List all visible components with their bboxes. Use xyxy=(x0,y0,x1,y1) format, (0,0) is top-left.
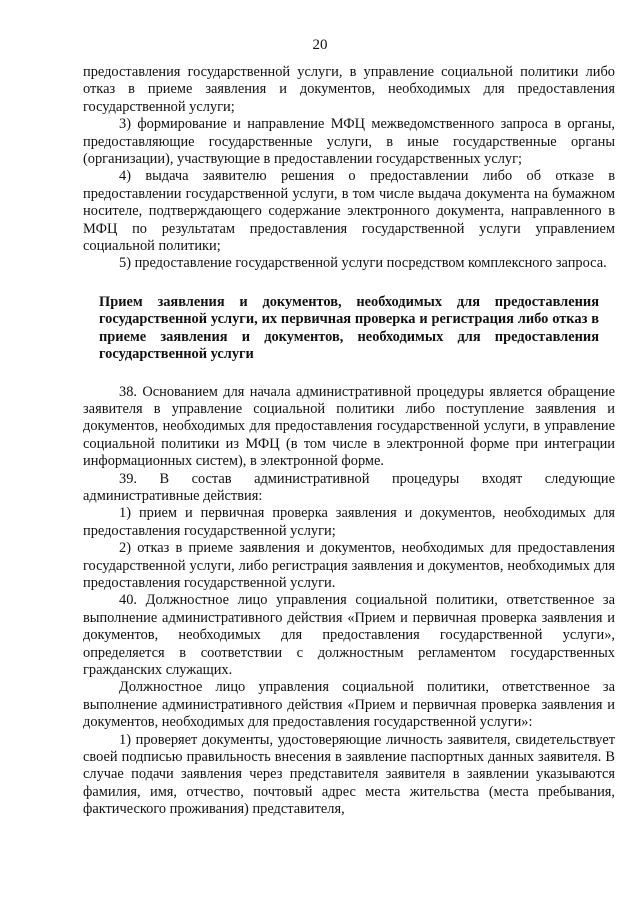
paragraph-39-item-2: 2) отказ в приеме заявления и документов, необходимых для предоставления государственной услуги, либо регистрация заявления и документов, необходимых для предоставления государственной услуги. xyxy=(83,540,615,591)
page-number: 20 xyxy=(312,37,328,53)
section-heading: Прием заявления и документов, необходимых для предоставления государственной услуги, их первичная проверка и регистрация либо отказ в приеме заявления и документов, необходимых для предоставления государственной услуги xyxy=(99,293,599,363)
paragraph-39: 39. В состав административной процедуры входят следующие административные действия: xyxy=(83,470,615,504)
paragraph-continuation: предоставления государственной услуги, в управление социальной политики либо отказ в приеме заявления и документов, необходимых для предоставления государственной услуги; xyxy=(83,64,615,115)
paragraph-40-item-1: 1) проверяет документы, удостоверяющие личность заявителя, свидетельствует своей подписью правильность внесения в заявление паспортных данных заявителя. В случае подачи заявления через представителя заявителя в заявлении указываются фамилия, имя, отчество, почтовый адрес места жительства (места пребывания, фактического проживания) представителя, xyxy=(83,731,615,818)
spacer xyxy=(83,273,615,294)
paragraph-40-continued: Должностное лицо управления социальной политики, ответственное за выполнение административного действия «Прием и первичная проверка заявления и документов, необходимых для предоставления государственной услуги»: xyxy=(83,679,615,731)
body-text xyxy=(83,64,615,819)
list-item-5: 5) предоставление государственной услуги посредством комплексного запроса. xyxy=(119,255,607,272)
paragraph-39-item-1: 1) прием и первичная проверка заявления и документов, необходимых для предоставления государственной услуги; xyxy=(83,505,615,539)
paragraph-40: 40. Должностное лицо управления социальной политики, ответственное за выполнение административного действия «Прием и первичная проверка заявления и документов, необходимых для предоставления государственной услуги», определяется в соответствии с должностным регламентом государственных гражданских служащих. xyxy=(83,592,615,678)
list-item-4: 4) выдача заявителю решения о предоставлении либо об отказе в предоставлении государственной услуги, в том числе выдача документа на бумажном носителе, подтверждающего содержание электронного документа, направленного в МФЦ по результатам предоставления государственной услуги управлением социальной политики; xyxy=(83,168,615,255)
spacer xyxy=(83,364,615,384)
paragraph-38: 38. Основанием для начала административной процедуры является обращение заявителя в управление социальной политики либо поступление заявления и документов, необходимых для предоставления государственной услуги, в управление социальной политики из МФЦ (в том числе в электронной форме при интеграции информационных систем), в электронной форме. xyxy=(83,383,615,470)
list-item-3: 3) формирование и направление МФЦ межведомственного запроса в органы, предоставляющие государственные услуги, в иные государственные органы (организации), участвующие в предоставлении государственных услуг; xyxy=(83,116,615,168)
